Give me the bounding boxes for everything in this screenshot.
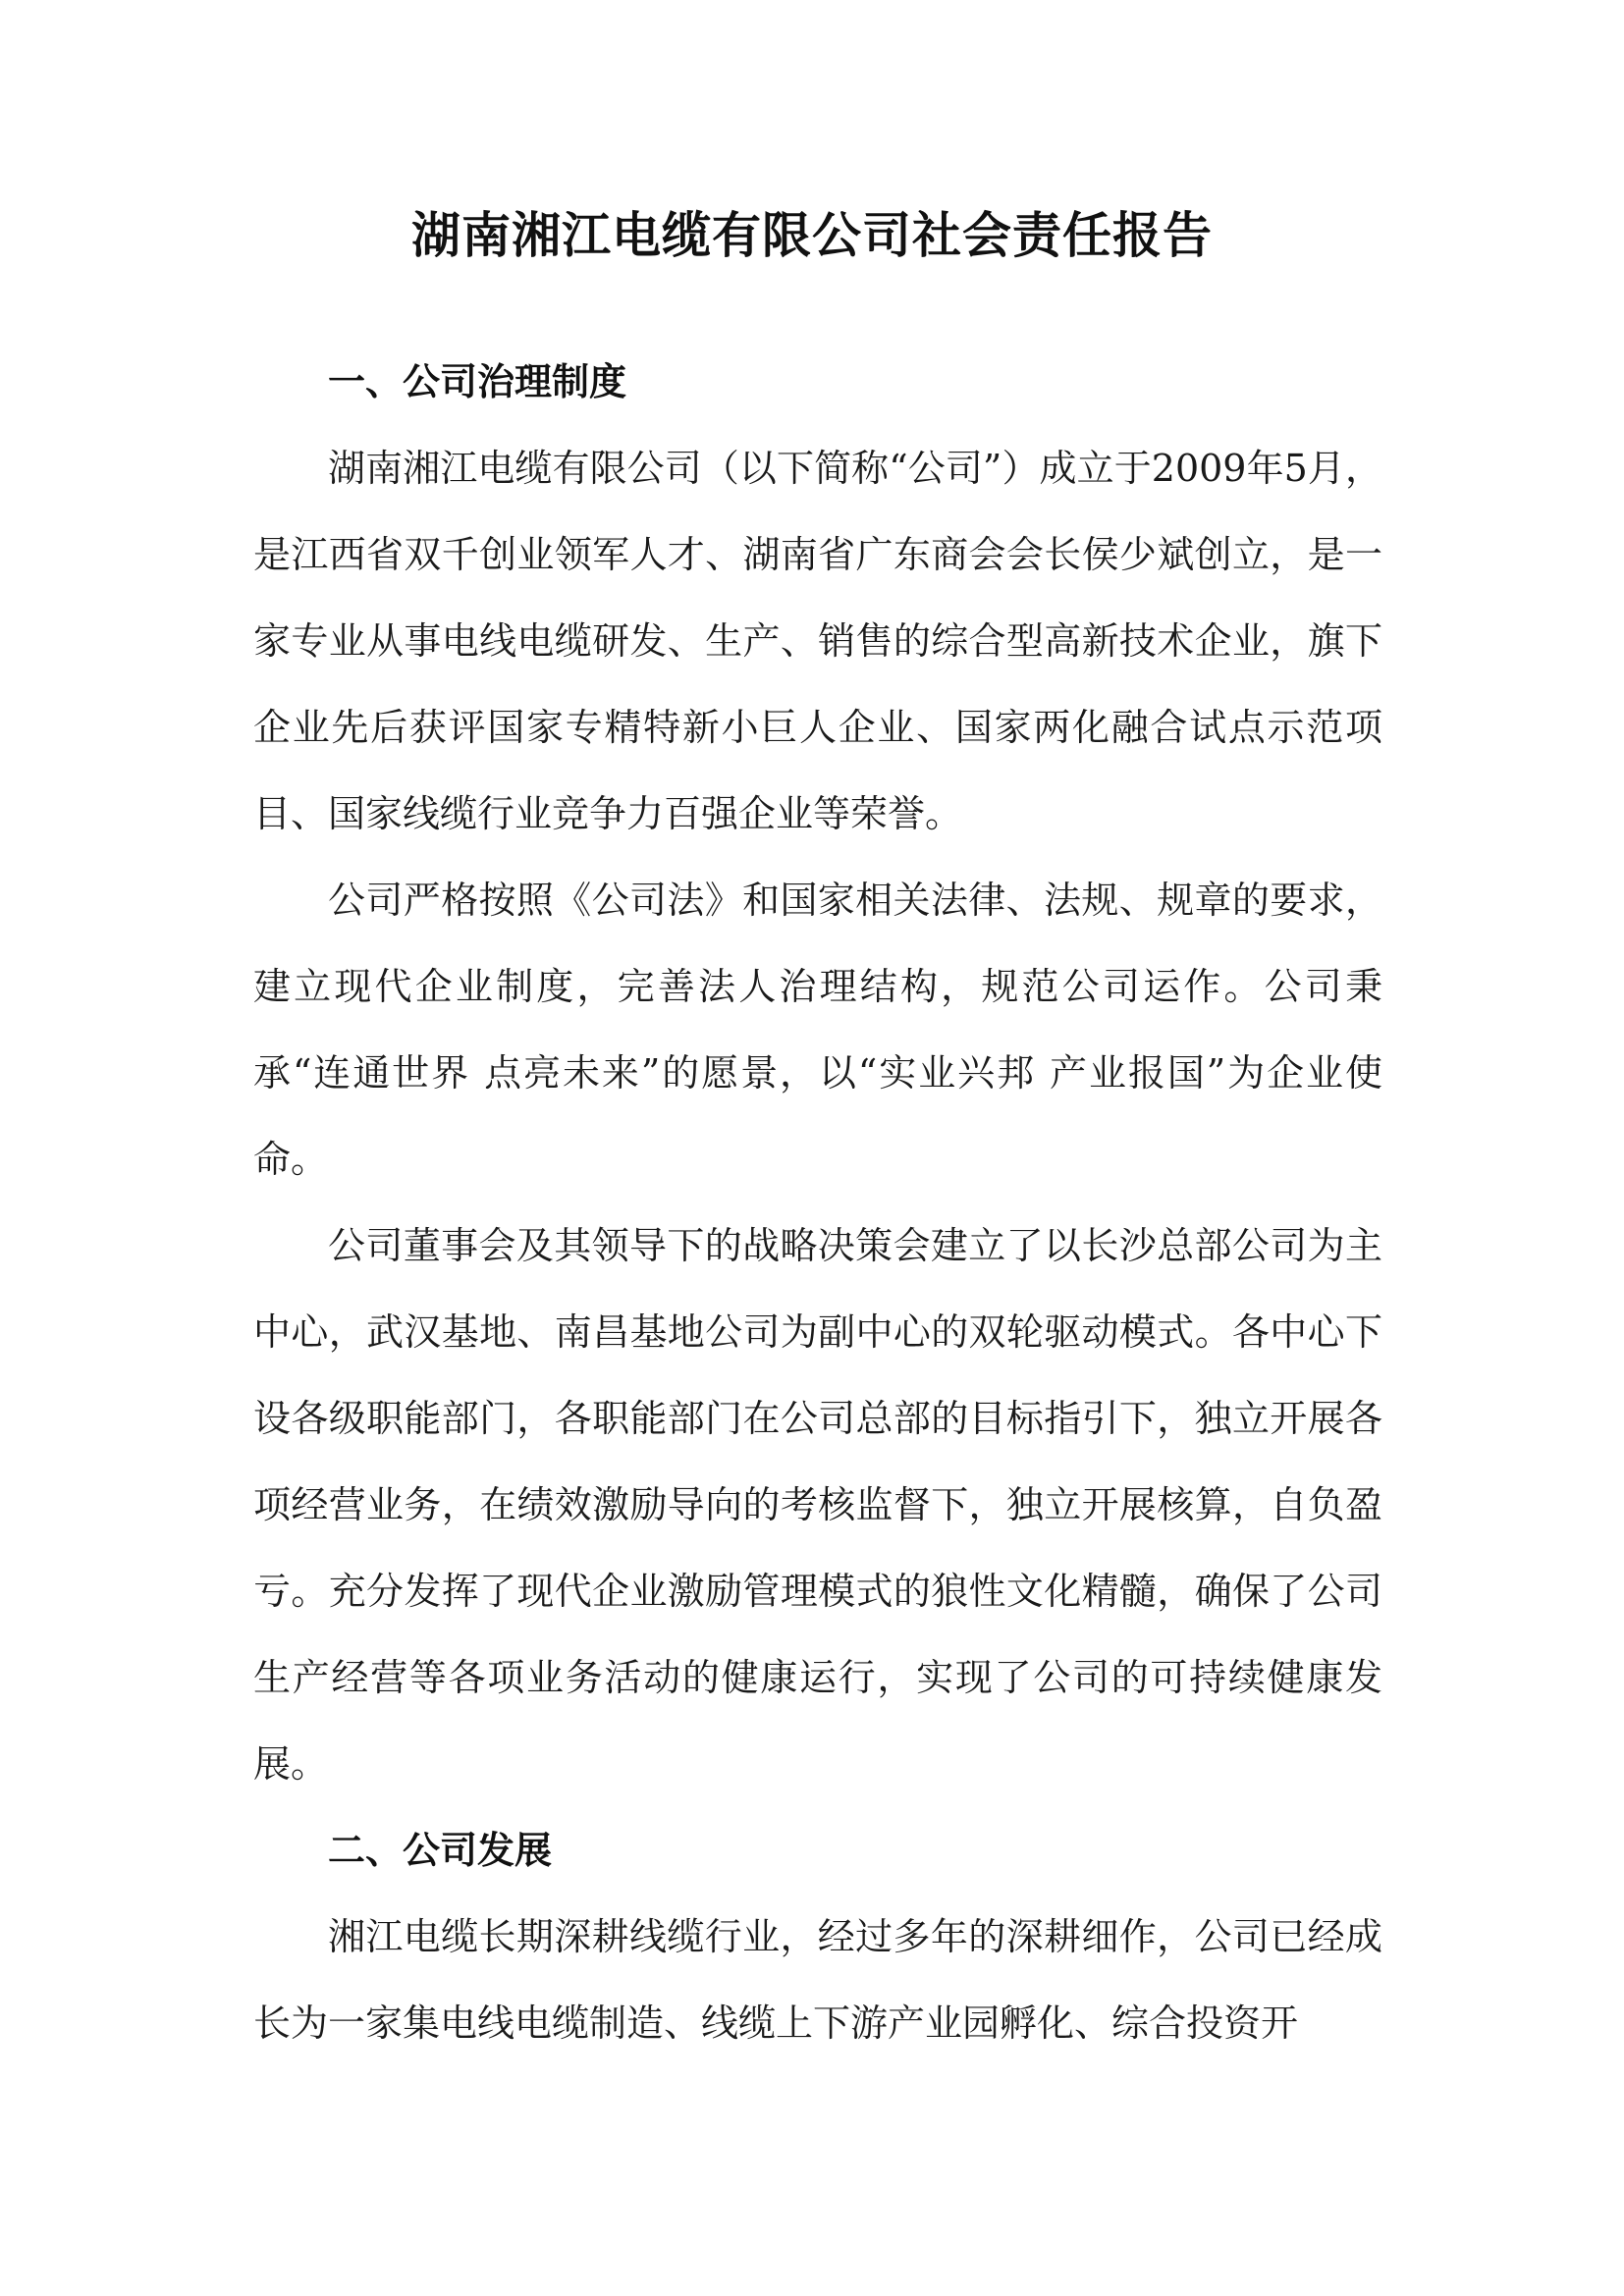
section-heading-development: 二、公司发展 [328,1829,553,1872]
document-title: 湖南湘江电缆有限公司社会责任报告 [411,207,1213,264]
paragraph: 湘江电缆长期深耕线缆行业，经过多年的深耕细作，公司已经成长为一家集电线电缆制造、线缆上下游产业园孵化、综合投资开 [253,1915,1382,2045]
paragraph: 公司董事会及其领导下的战略决策会建立了以长沙总部公司为主中心，武汉基地、南昌基地公司为副中心的双轮驱动模式。各中心下设各级职能部门，各职能部门在公司总部的目标指引下，独立开展各项经营业务，在绩效激励导向的考核监督下，独立开展核算，自负盈亏。充分发挥了现代企业激励管理模式的狼性文化精髓，确保了公司生产经营等各项业务活动的健康运行，实现了公司的可持续健康发展。 [253,1224,1382,1786]
paragraph: 湖南湘江电缆有限公司（以下简称“公司”）成立于2009年5月，是江西省双千创业领军人才、湖南省广东商会会长侯少斌创立，是一家专业从事电线电缆研发、生产、销售的综合型高新技术企业，旗下企业先后获评国家专精特新小巨人企业、国家两化融合试点示范项目、国家线缆行业竞争力百强企业等荣誉。 [253,447,1382,835]
section-heading-governance: 一、公司治理制度 [328,360,627,403]
paragraph: 公司严格按照《公司法》和国家相关法律、法规、规章的要求，建立现代企业制度，完善法人治理结构，规范公司运作。公司秉承“连通世界 点亮未来”的愿景，以“实业兴邦 产业报国”为企业使命。 [253,879,1382,1181]
document-body [253,339,1382,2066]
